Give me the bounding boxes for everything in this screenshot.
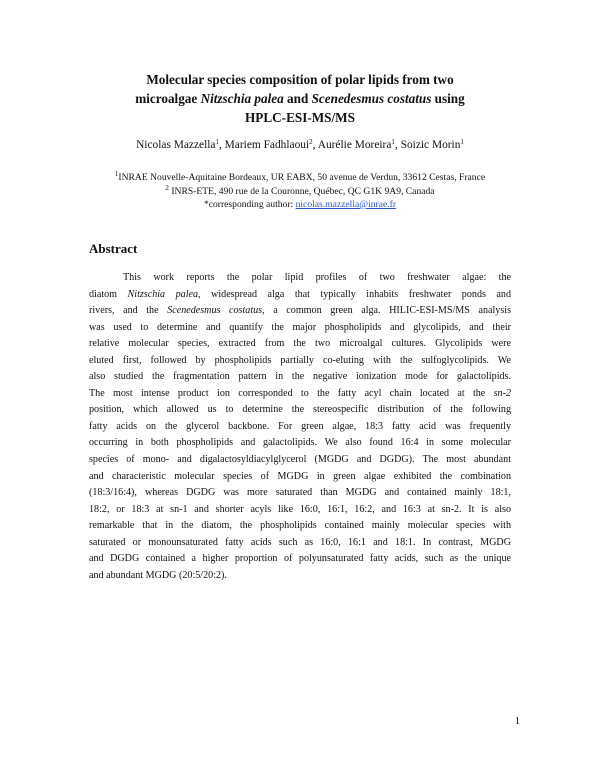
author-affiliation-mark: 2 — [309, 138, 313, 146]
abstract-line: was used to determine and quantify the major phospholipids and glycolipids, and their — [89, 321, 511, 333]
abstract-line: position, which allowed us to determine the stereospecific distribution of the following — [89, 404, 511, 416]
species-nitzschia: Nitzschia palea — [127, 288, 199, 300]
affiliation-text: INRS-ETE, 490 rue de la Couronne, Québec, QC G1K 9A9, Canada — [168, 185, 435, 197]
author-affiliation-mark: 1 — [215, 138, 219, 146]
affiliations — [60, 171, 540, 212]
abstract-body — [89, 270, 511, 584]
abstract-text: rivers, and the — [89, 305, 168, 317]
author-name: Aurélie Moreira — [317, 139, 392, 151]
abstract-line: saturated or monounsaturated fatty acids such as 16:0, 16:1 and 18:1. In contrast, MGDG — [89, 536, 511, 548]
abstract-text: diatom — [89, 288, 128, 300]
abstract-line: 18:2, or 18:3 at sn-1 and shorter acyls like 16:0, 16:1, 16:2, and 16:3 at sn-2. It is also — [89, 503, 511, 515]
title-line-3: HPLC-ESI-MS/MS — [245, 110, 355, 125]
paper-title — [60, 70, 540, 127]
abstract-line: relative molecular species, extracted from the two microalgal cultures. Glycolipids were — [89, 338, 511, 350]
abstract-heading: Abstract — [89, 241, 138, 256]
abstract-line — [89, 386, 511, 403]
abstract-line: fatty acids on the glycerol backbone. For green algae, 18:3 fatty acid was frequently — [89, 420, 511, 432]
abstract-line: also studied the fragmentation pattern in the negative ionization mode for galactolipids. — [89, 371, 511, 383]
author-name: Mariem Fadhlaoui — [224, 139, 310, 151]
author-list — [60, 138, 540, 152]
abstract-text: The most intense product ion corresponded to the fatty acyl chain located at the — [89, 387, 494, 399]
abstract-line: remarkable that in the diatom, the phospholipids contained mainly molecular species with — [89, 520, 511, 532]
affiliation-2 — [60, 185, 540, 199]
affiliation-1 — [60, 171, 540, 185]
abstract-line — [89, 303, 511, 320]
title-text: microalgae — [135, 91, 201, 106]
abstract-line: and abundant MGDG (20:5/20:2). — [89, 569, 227, 581]
abstract-line: occurring in both phospholipids and galactolipids. We also found 16:4 in some molecular — [89, 437, 511, 449]
abstract-line: and characteristic molecular species of MGDG in green algae exhibited the combination — [89, 470, 511, 482]
abstract-text: , widespread alga that typically inhabits freshwater ponds and — [198, 288, 511, 300]
corresponding-label: *corresponding author: — [203, 199, 296, 210]
species-scenedesmus: Scenedesmus costatus — [311, 91, 432, 106]
abstract-text: , a common green alga. HILIC-ESI-MS/MS analysis — [262, 305, 512, 317]
affiliation-text: INRAE Nouvelle-Aquitaine Bordeaux, UR EABX, 50 avenue de Verdun, 33612 Cestas, France — [118, 172, 486, 183]
author-affiliation-mark: 1 — [391, 138, 395, 146]
corresponding-email-link[interactable]: nicolas.mazzella@inrae.fr — [295, 199, 397, 210]
author-name: Soizic Morin — [400, 139, 461, 151]
stereo-position: sn-2 — [493, 387, 511, 399]
title-line-2 — [60, 89, 540, 108]
abstract-line: species of mono- and digalactosyldiacylglycerol (MGDG and DGDG). The most abundant — [89, 454, 511, 466]
author-affiliation-mark: 1 — [460, 138, 464, 146]
title-text: using — [431, 91, 465, 106]
abstract-line: This work reports the polar lipid profiles of two freshwater algae: the — [123, 272, 511, 283]
species-nitzschia: Nitzschia palea — [200, 91, 284, 106]
affiliation-mark: 2 — [165, 183, 169, 192]
page-number: 1 — [514, 716, 520, 727]
author-name: Nicolas Mazzella — [136, 139, 216, 151]
corresponding-author — [60, 198, 540, 212]
species-scenedesmus: Scenedesmus costatus — [167, 305, 263, 317]
author-separator: , — [394, 139, 401, 151]
abstract-line: and DGDG contained a higher proportion of polyunsaturated fatty acids, such as the unique — [89, 553, 511, 565]
abstract-line: (18:3/16:4), whereas DGDG was more saturated than MGDG and contained mainly 18:1, — [89, 487, 511, 499]
author-separator: , — [218, 139, 225, 151]
title-text: and — [283, 91, 312, 106]
title-line-1: Molecular species composition of polar lipids from two — [146, 72, 454, 87]
abstract-line — [89, 287, 511, 304]
affiliation-mark: 1 — [114, 170, 119, 178]
abstract-line: eluted first, followed by phospholipids partially co-eluting with the sulfoglycolipids. We — [89, 354, 511, 366]
author-separator: , — [312, 139, 318, 151]
